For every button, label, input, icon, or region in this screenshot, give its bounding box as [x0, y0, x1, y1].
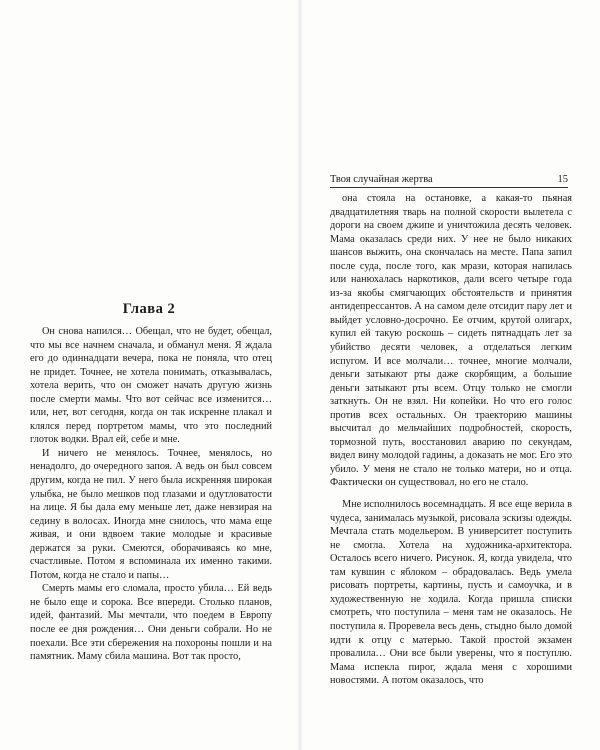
right-page-text	[330, 192, 572, 688]
left-page-text	[30, 325, 272, 664]
running-head	[330, 173, 568, 188]
page-number: 15	[557, 174, 568, 185]
running-title: Твоя случайная жертва	[330, 174, 433, 185]
paragraph: И ничего не менялось. Точнее, менялось, но ненадолго, до очередного запоя. А ведь он был совсем другим, когда не пил. У него была искренняя широкая улыбка, не было мешков под глазами и одутловатости на лице. Я бы дала ему меньше лет, даже невзирая на седину в волосах. Иногда мне снилось, что мама еще живая, и они вдвоем такие молодые и красивые держатся за руки. Смеются, оборачиваясь ко мне, счастливые. Потом я вспоминала их именно такими. Потом, когда не стало и папы…	[30, 447, 272, 581]
paragraph: она стояла на остановке, а какая-то пьяная двадцатилетняя тварь на полной скорости вылетела с дороги на своем джипе и уничтожила десять человек. Мама оказалась среди них. У нее не было никаких шансов выжить, она скончалась на месте. Папа запил после суда, после того, как мрази, которая напилась или нанюхалась наркотиков, дали всего четыре года из-за якобы смягчающих обстоятельств и принятия антидепрессантов. А на самом деле отсидит пару лет и выйдет условно-досрочно. Ее отчим, крутой олигарх, купил ей такую роскошь – сидеть пятнадцать лет за убийство десяти человек, а отделаться легким испугом. И все молчали… точнее, многие молчали, деньги затыкают рты даже скорбящим, а большие деньги затыкают рты всем. Отцу только не смогли заткнуть. Он не взял. Ни копейки. Но что его голос против всех остальных. Он траекторию машины высчитал до мельчайших подробностей, скорость, тормозной путь, восстановил аварию по секундам, видел вину молодой гадины, а доказать не мог. Его это убило. У меня не стало не только матери, но и отца. Фактически он существовал, но его не стало.	[330, 193, 572, 489]
paragraph: Смерть мамы его сломала, просто убила… Ей ведь не было еще и сорока. Все впереди. Столько планов, идей, фантазий. Мы мечтали, что поедем в Европу после ее дня рождения… Они деньги собрали. Но не поехали. Все эти сбережения на похороны пошли и на памятник. Маму сбила машина. Вот так просто,	[30, 583, 272, 663]
paragraph: Мне исполнилось восемнадцать. Я все еще верила в чудеса, занималась музыкой, рисовала эскизы одежды. Мечтала стать модельером. В университет поступить не смогла. Хотела на художника-архитектора. Осталось всего ничего. Рисунок. Я, когда увидела, что там кувшин с яблоком – обрадовалась. Ведь умела рисовать портреты, картины, пусть и самоучка, и в художественную не ходила. Когда пришла списки смотреть, что поступила – меня там не оказалось. Не поступила я. Проревела весь день, стыдно было домой идти к отцу с матерью. Такой простой экзамен провалила… Они все были уверены, что я поступлю. Мама испекла пирог, ждала меня с хорошими новостями. А потом оказалось, что	[330, 499, 572, 687]
right-page	[300, 0, 600, 750]
chapter-title: Глава 2	[122, 301, 176, 317]
paragraph: Он снова напился… Обещал, что не будет, обещал, что мы все начнем сначала, и обманул меня. Я ждала его до одиннадцати вечера, пока не поняла, что отец не придет. Точнее, не хотела понимать, отказывалась, хотела верить, что он сможет начать другую жизнь после смерти мамы. Что вот сейчас все изменится… или, нет, вот сегодня, когда он так искренне плакал и клялся перед портретом мамы, что это последний глоток водки. Врал ей, себе и мне.	[30, 326, 272, 446]
